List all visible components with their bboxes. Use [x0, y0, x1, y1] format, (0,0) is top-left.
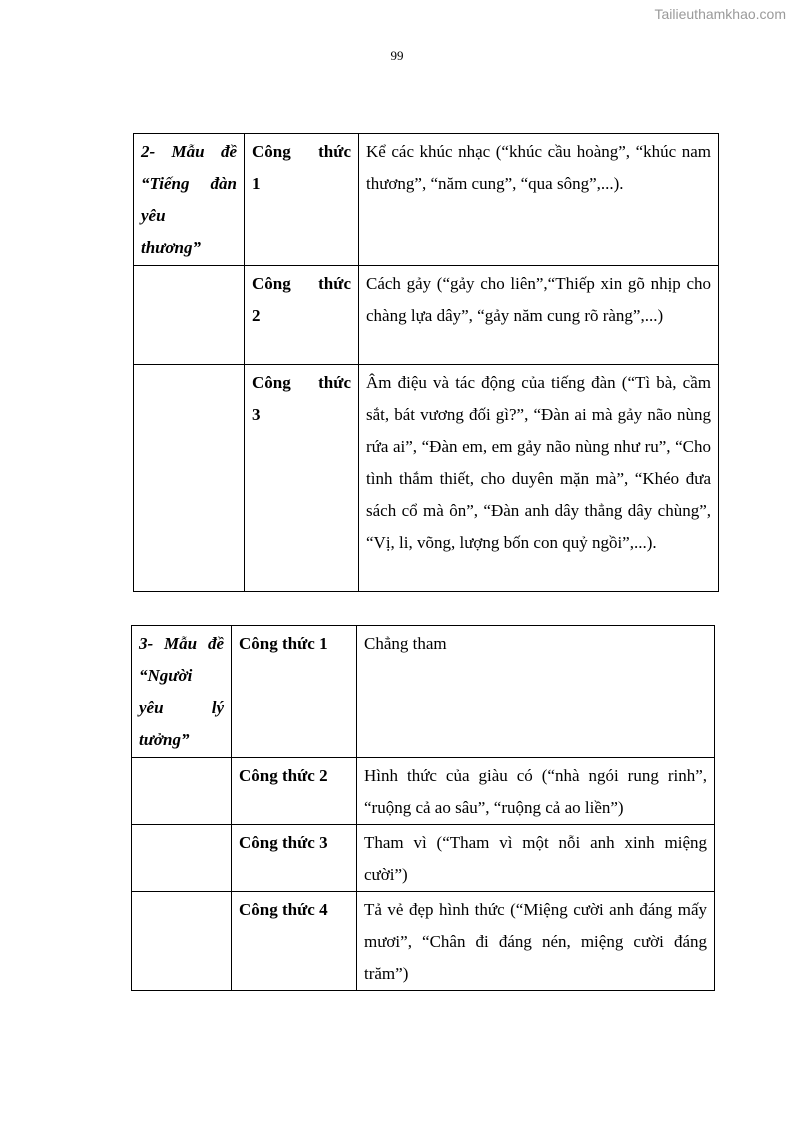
formula-cell [245, 134, 359, 266]
content-text: Âm điệu và tác động của tiếng đàn (“Tì bà, cầm sắt, bát vương đối gì?”, “Đàn ai mà gảy não nùng rứa ai”, “Đàn em, em gảy não nùng như ru”, “Cho tình thắm thiết, cho duyên mặn mà”, “Khéo đưa sách cổ mà ôn”, “Đàn anh dây thẳng dây chùng”, “Vị, li, võng, lượng bốn con quỷ ngồi”,...). [366, 373, 711, 552]
formula-label: Công thức 1 [239, 634, 328, 653]
formula-label: Công thức 2 [239, 766, 328, 785]
content-cell [357, 892, 715, 991]
table-row [132, 825, 715, 892]
content-text: Tả vẻ đẹp hình thức (“Miệng cười anh đáng mấy mươi”, “Chân đi đáng nén, miệng cười đáng trăm”) [364, 900, 707, 983]
content-cell [359, 365, 719, 592]
table-row [132, 758, 715, 825]
formula-label: Công thức 3 [239, 833, 328, 852]
table-row [134, 134, 719, 266]
empty-topic-cell [132, 892, 232, 991]
content-cell [357, 758, 715, 825]
watermark: Tailieuthamkhao.com [654, 6, 786, 22]
formula-table-tieng-dan [133, 133, 719, 592]
content-text: Hình thức của giàu có (“nhà ngói rung rinh”, “ruộng cả ao sâu”, “ruộng cả ao liền”) [364, 766, 707, 817]
page-number: 99 [390, 48, 404, 63]
formula-number: 1 [252, 174, 261, 193]
topic-line: tưởng” [139, 730, 190, 749]
formula-number: 3 [252, 405, 261, 424]
content-text: Tham vì (“Tham vì một nỗi anh xinh miệng cười”) [364, 833, 707, 884]
empty-topic-cell [134, 266, 245, 365]
topic-line: yêu lý [139, 698, 224, 717]
empty-topic-cell [132, 758, 232, 825]
topic-line: “Tiếng đàn [141, 174, 237, 193]
formula-label: Công thức [252, 142, 351, 161]
formula-cell [232, 892, 357, 991]
formula-table-nguoi-yeu [131, 625, 715, 991]
topic-line: 3- Mẫu đề [139, 634, 224, 653]
topic-cell [134, 134, 245, 266]
formula-number: 2 [252, 306, 261, 325]
content-cell [359, 266, 719, 365]
table-row [134, 266, 719, 365]
topic-line: yêu [141, 206, 166, 225]
table-row [132, 626, 715, 758]
formula-cell [232, 758, 357, 825]
formula-label: Công thức [252, 373, 351, 392]
formula-label: Công thức 4 [239, 900, 328, 919]
topic-line: 2- Mẫu đề [141, 142, 237, 161]
formula-cell [245, 365, 359, 592]
content-text: Kể các khúc nhạc (“khúc cầu hoàng”, “khúc nam thương”, “năm cung”, “qua sông”,...). [366, 142, 711, 193]
content-text: Chẳng tham [364, 634, 447, 653]
table-row [134, 365, 719, 592]
formula-cell [232, 626, 357, 758]
content-cell [359, 134, 719, 266]
formula-cell [232, 825, 357, 892]
empty-topic-cell [134, 365, 245, 592]
topic-cell [132, 626, 232, 758]
table-row [132, 892, 715, 991]
topic-line: thương” [141, 238, 201, 257]
formula-label: Công thức [252, 274, 351, 293]
formula-cell [245, 266, 359, 365]
content-text: Cách gảy (“gảy cho liên”,“Thiếp xin gõ nhịp cho chàng lựa dây”, “gảy năm cung rõ ràng”,...) [366, 274, 711, 325]
content-cell [357, 626, 715, 758]
empty-topic-cell [132, 825, 232, 892]
content-cell [357, 825, 715, 892]
topic-line: “Người [139, 666, 193, 685]
